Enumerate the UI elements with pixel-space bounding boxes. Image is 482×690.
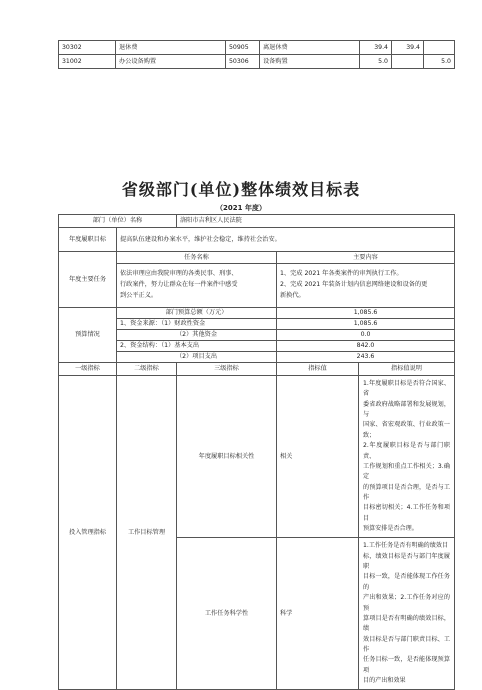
table-row (59, 215, 455, 228)
econ-name-cell: 办公设备购置 (116, 55, 226, 69)
budget-item: 部门预算总额（万元） (117, 308, 277, 319)
budget-item: 2、资金结构：（1）基本支出 (117, 341, 277, 352)
header-value-desc: 指标值说明 (359, 363, 455, 376)
text-line: 目标一致，是否能体现工作任务的 (363, 573, 450, 591)
amount-cell: 39.4 (360, 41, 392, 55)
text-line: 标，绩效目标是否与部门年度履职 (363, 552, 450, 571)
amount-cell: 5.0 (424, 55, 455, 69)
annual-goal-value: 提高队伍建设和办案水平，维护社会稳定，维持社会治安。 (117, 228, 455, 252)
text-line: 2.年度履职目标是否与部门职责、 (363, 442, 450, 460)
table-row (59, 341, 455, 352)
text-line: 目标密切相关；4.工作任务和项目 (363, 504, 450, 522)
budget-item: （2）其他资金 (117, 330, 277, 341)
table-row (59, 41, 455, 55)
table-row (59, 319, 455, 330)
text-line: 国家、省宏观政策、行业政策一致； (363, 421, 450, 439)
level3-indicator: 工作任务科学性 (177, 538, 277, 690)
text-line: 委省政府战略部署和发展规划，与 (363, 400, 450, 419)
text-line: 到公平正义。 (120, 291, 158, 299)
budget-item: 1、资金来源：（1）财政性资金 (117, 319, 277, 330)
text-line: 2、完成 2021 年装备计划内信息网络建设和设备的更 (280, 281, 428, 289)
gov-name-cell: 设备购置 (260, 55, 360, 69)
table-row (59, 55, 455, 69)
text-line: 任务目标一致，是否能体现预算项 (363, 656, 450, 674)
indicator-desc (359, 538, 455, 690)
table-row (59, 363, 455, 376)
expense-table (58, 40, 455, 69)
text-line: 预算安排是否合理。 (363, 525, 418, 533)
text-line: 新换代。 (280, 291, 305, 299)
budget-value: 1,085.6 (277, 319, 455, 330)
header-level2: 二级指标 (117, 363, 177, 376)
text-line: 产出和效果；2.工作任务对应的预 (363, 594, 450, 612)
text-line: 效目标是否与部门职责目标、工作 (363, 635, 450, 653)
table-row (59, 264, 455, 308)
text-line: 1.工作任务是否有明确的绩效目 (363, 542, 449, 550)
budget-value: 0.0 (277, 330, 455, 341)
budget-value: 842.0 (277, 341, 455, 352)
text-line: 行政案件，努力让群众在每一件案件中感受 (120, 281, 238, 289)
amount-cell (392, 55, 424, 69)
dept-name-value: 洛阳市吉利区人民法院 (177, 215, 455, 228)
text-line: 目的产出和效果 (363, 677, 406, 685)
performance-goal-table (58, 214, 455, 690)
main-tasks-label: 年度主要任务 (59, 252, 117, 308)
table-row (59, 252, 455, 264)
year-subtitle: （2021 年度） (216, 204, 266, 212)
page-title: 省级部门(单位)整体绩效目标表 (121, 180, 361, 199)
amount-cell (424, 41, 455, 55)
amount-cell: 5.0 (360, 55, 392, 69)
text-line: 依法审理应由我院审理的各类民事、刑事、 (120, 270, 238, 278)
text-line: 工作规划和重点工作相关；3.确定 (363, 462, 450, 481)
level3-indicator: 年度履职目标相关性 (177, 376, 277, 538)
gov-name-cell: 离退休费 (260, 41, 360, 55)
budget-label: 预算情况 (59, 308, 117, 363)
header-level3: 三级指标 (177, 363, 277, 376)
dept-name-label: 部门（单位）名称 (59, 215, 177, 228)
task-content-header: 主要内容 (277, 252, 455, 264)
indicator-desc (359, 376, 455, 538)
header-value: 指标值 (277, 363, 359, 376)
econ-code-cell: 30302 (59, 41, 116, 55)
task-name-cell (117, 264, 277, 308)
budget-item: （2）项目支出 (117, 352, 277, 363)
indicator-value: 科学 (277, 538, 359, 690)
text-line: 算项目是否有明确的绩效目标，绩 (363, 614, 450, 633)
table-row (59, 352, 455, 363)
gov-code-cell: 50306 (226, 55, 260, 69)
level2-indicator: 工作目标管理 (117, 376, 177, 690)
header-level1: 一级指标 (59, 363, 117, 376)
task-name-header: 任务名称 (117, 252, 277, 264)
task-content-cell (277, 264, 455, 308)
text-line: 1.年度履职目标是否符合国家、省 (363, 380, 450, 398)
level1-indicator: 投入管理指标 (59, 376, 117, 690)
text-line: 1、完成 2021 年各类案件的审判执行工作。 (280, 270, 403, 278)
econ-name-cell: 退休费 (116, 41, 226, 55)
indicator-value: 相关 (277, 376, 359, 538)
table-row (59, 376, 455, 538)
annual-goal-label: 年度履职目标 (59, 228, 117, 252)
table-row (59, 228, 455, 252)
amount-cell: 39.4 (392, 41, 424, 55)
budget-value: 1,085.6 (277, 308, 455, 319)
table-row (59, 308, 455, 319)
gov-code-cell: 50905 (226, 41, 260, 55)
text-line: 的预算项目是否合理，是否与工作 (363, 483, 450, 501)
table-row (59, 330, 455, 341)
budget-value: 243.6 (277, 352, 455, 363)
econ-code-cell: 31002 (59, 55, 116, 69)
